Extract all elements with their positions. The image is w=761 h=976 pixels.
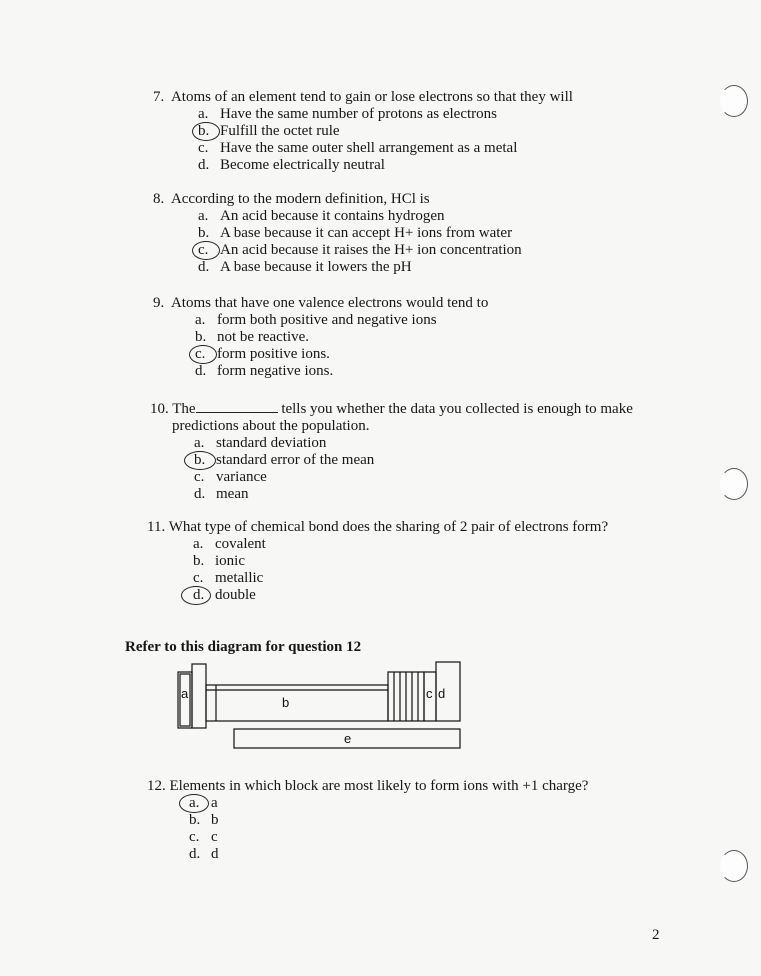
option-a[interactable]: a. Have the same number of protons as electrons (198, 106, 497, 122)
option-b[interactable]: b. ionic (193, 553, 245, 569)
question-stem: 10. The tells you whether the data you collected is enough to make (150, 401, 633, 417)
option-a[interactable]: a. standard deviation (194, 435, 327, 451)
option-c[interactable]: c. form positive ions. (195, 346, 488, 363)
question-9 (153, 295, 488, 380)
fill-in-blank[interactable] (196, 399, 278, 413)
option-b[interactable]: b. standard error of the mean (194, 452, 633, 469)
page-number: 2 (652, 927, 660, 943)
question-10 (150, 399, 633, 503)
option-d[interactable]: d. A base because it lowers the pH (198, 259, 412, 275)
option-a[interactable]: a. An acid because it contains hydrogen (198, 208, 445, 224)
block-a-column-2 (192, 664, 206, 728)
question-11 (147, 519, 608, 604)
option-b[interactable]: b. b (189, 812, 219, 828)
question-7 (153, 89, 573, 174)
option-d[interactable]: d. d (189, 846, 219, 862)
punch-hole-top (720, 85, 748, 117)
option-d[interactable]: d. Become electrically neutral (198, 157, 385, 173)
option-c[interactable]: c. metallic (193, 570, 264, 586)
option-d[interactable]: d. mean (194, 486, 249, 502)
label-d: d (438, 686, 446, 701)
punch-hole-bottom (720, 850, 748, 882)
periodic-table-blocks-diagram (176, 656, 466, 752)
question-12 (147, 778, 588, 863)
option-a[interactable]: a. a (189, 795, 588, 812)
question-stem: 9. Atoms that have one valence electrons would tend to (153, 295, 489, 311)
question-stem-line2: predictions about the population. (172, 418, 370, 434)
question-stem: 8. According to the modern definition, HCl is (153, 191, 430, 207)
option-c[interactable]: c. Have the same outer shell arrangement as a metal (198, 140, 518, 156)
label-c: c (426, 686, 433, 701)
option-c[interactable]: c. variance (194, 469, 267, 485)
option-d[interactable]: d. form negative ions. (195, 363, 334, 379)
option-a[interactable]: a. form both positive and negative ions (195, 312, 437, 328)
label-b: b (282, 695, 290, 710)
option-c[interactable]: c. An acid because it raises the H+ ion concentration (198, 242, 430, 259)
diagram-heading: Refer to this diagram for question 12 (125, 639, 362, 655)
option-d[interactable]: d. double (193, 587, 608, 604)
question-stem: 11. What type of chemical bond does the sharing of 2 pair of electrons form? (147, 519, 609, 535)
option-b[interactable]: b. A base because it can accept H+ ions from water (198, 225, 513, 241)
option-b[interactable]: b. Fulfill the octet rule (198, 123, 573, 140)
label-e: e (344, 731, 352, 746)
option-c[interactable]: c. c (189, 829, 218, 845)
question-stem: 7. Atoms of an element tend to gain or lose electrons so that they will (153, 89, 573, 105)
option-b[interactable]: b. not be reactive. (195, 329, 310, 345)
punch-hole-middle (720, 468, 748, 500)
question-stem: 12. Elements in which block are most likely to form ions with +1 charge? (147, 778, 589, 794)
label-a: a (181, 686, 189, 701)
question-8 (153, 191, 522, 276)
option-a[interactable]: a. covalent (193, 536, 266, 552)
